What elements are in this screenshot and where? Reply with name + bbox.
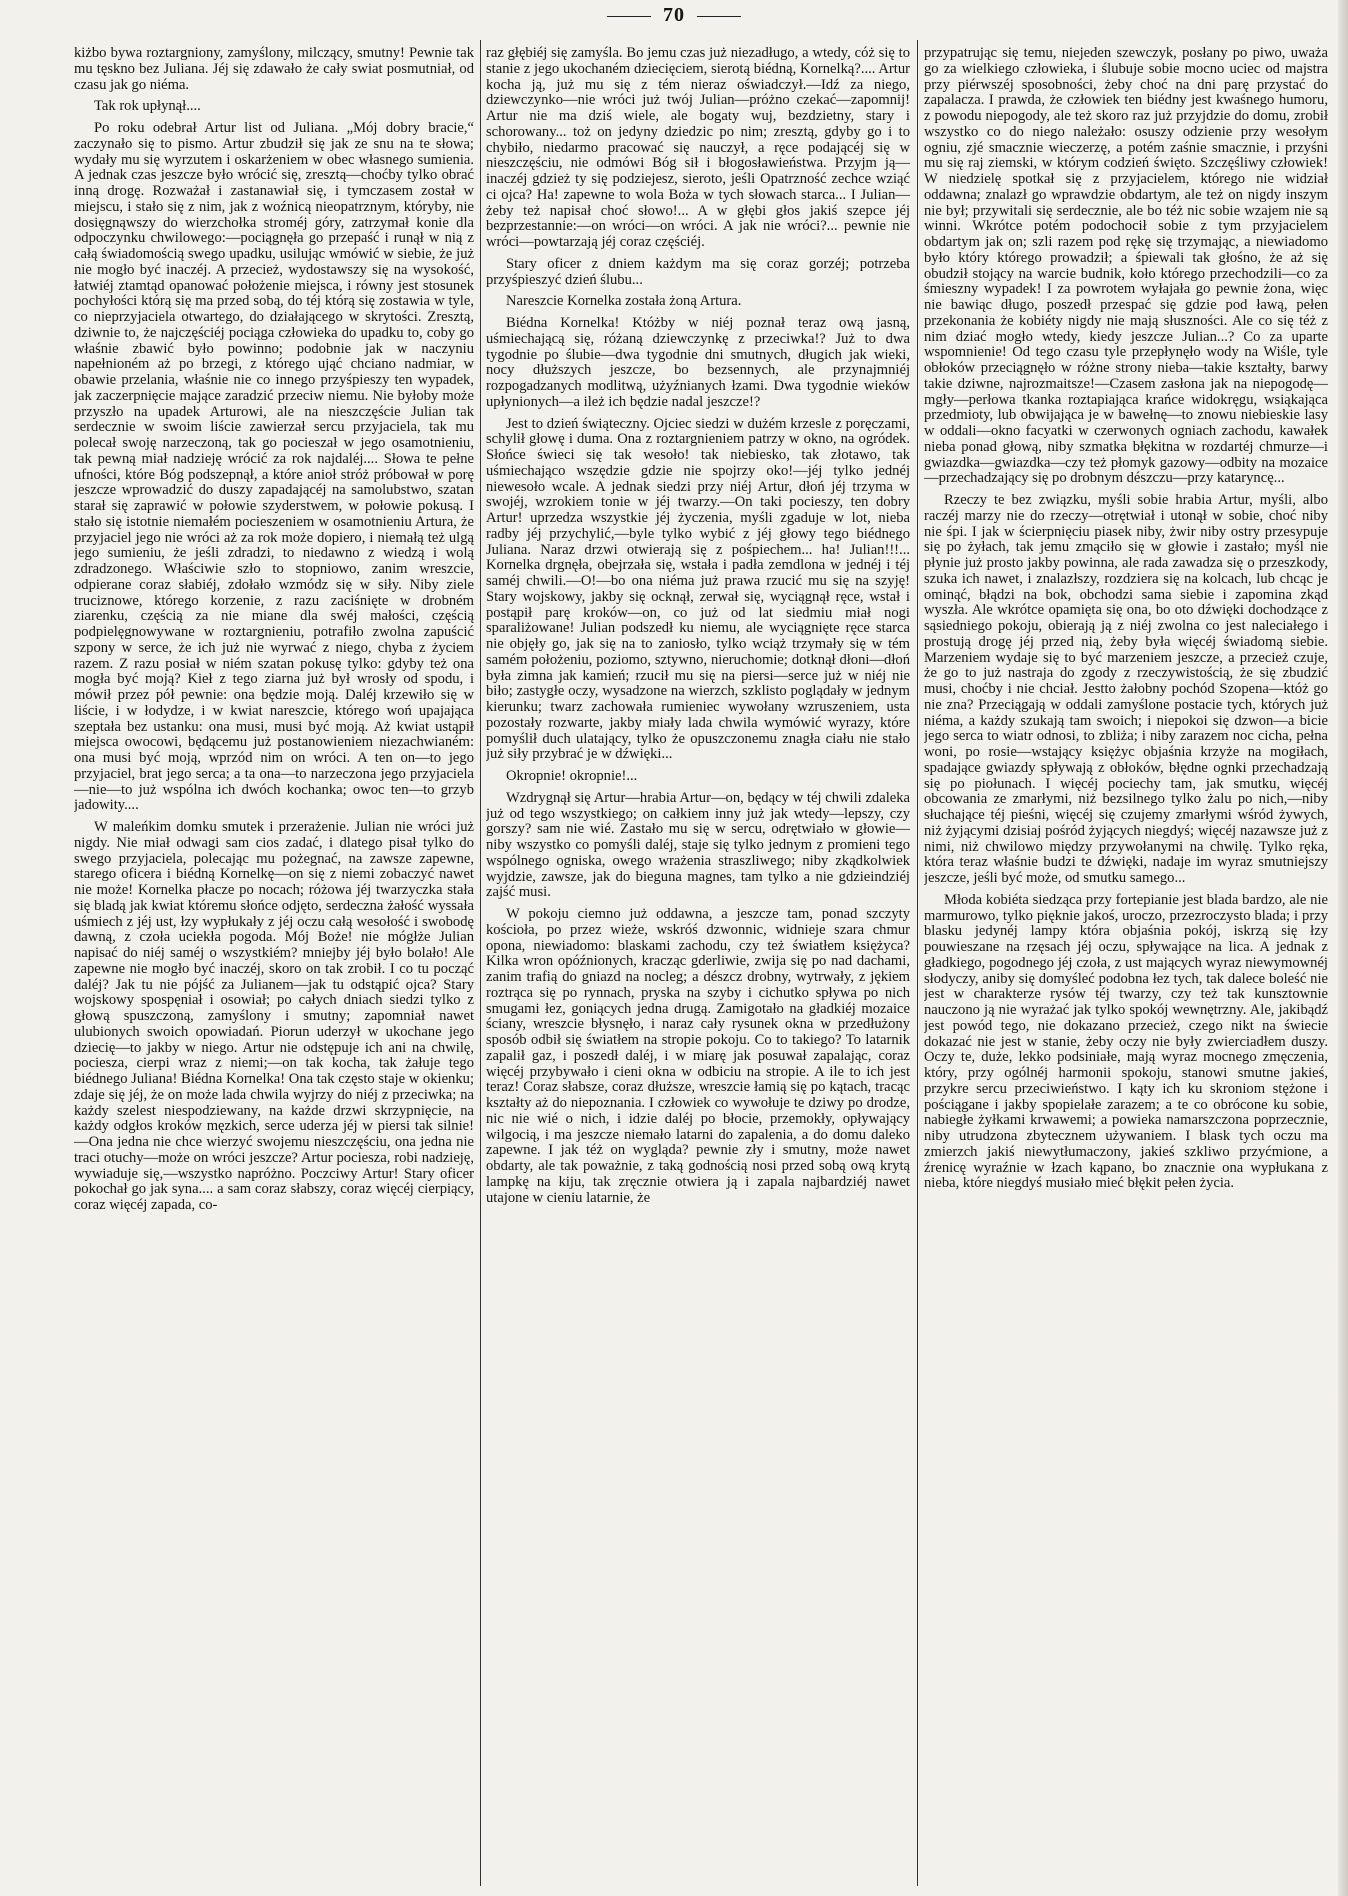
paragraph: kiżbo bywa roztargniony, zamyślony, milczący, smutny! Pewnie tak mu tęskno bez Juliana. Jéj się zdawało że cały swiat posmutniał, od czasu jak go niéma. — [74, 46, 474, 93]
paragraph: Okropnie! okropnie!... — [506, 768, 638, 784]
paragraph: Wzdrygnął się Artur—hrabia Artur—on, będący w téj chwili zdaleka już od tego wszystkiego; on całkiem inny już jak wtedy—lepszy, czy gorszy? sam nie wié. Zastało mu się w sercu, odrętwiało w głowie—niby wszystko co pomyśli daléj, staje się tylko jednym z promieni tego wspólnego ogniska, owego wrażenia straszliwego; niby zkądkolwiek wyjdzie, zawsze, jak do bieguna magnes, tam tylko a nie gdzieindziéj zajść musi. — [486, 789, 910, 901]
page-number-dash-left — [607, 16, 651, 17]
page-edge — [1338, 0, 1348, 1896]
page-number-dash-right — [697, 16, 741, 17]
paragraph: Stary oficer z dniem każdym ma się coraz gorzéj; potrzeba przyśpieszyć dzień ślubu... — [486, 255, 910, 288]
paragraph: W maleńkim domku smutek i przerażenie. Julian nie wróci już nigdy. Nie miał odwagi sam cios zadać, i dlatego pisał tylko do swego przyjaciela, polecając mu pożegnać, na zawsze zapewne, starego oficera i biédną Kornelkę—on się z niemi zobaczyć nawet nie może! Kornelka płacze po nocach; różowa jéj twarzyczka stała się bladą jak kwiat któremu słońce odjęto, serdeczna żałość wyssała uśmiech z jéj ust, łzy wypłukały z jéj oczu całą wesołość i swobodę dawną, z czoła uciekła pogoda. Mój Boże! nie mógłże Julian napisać do niéj saméj o wszystkiém? mniejby jéj było bolało! Ale zapewne nie mogło być inaczéj, skoro on tak zrobił. I co tu począć daléj? Jak tu nie pójść za Julianem—jak tu odstąpić ojca? Stary wojskowy spospęniał i osowiał; po całych dniach siedzi tylko z głową spuszczoną, zamyślony i smutny; zapomniał nawet ulubionych swoich opowiadań. Piorun uderzył w ukochane jego dziecię—to jakby w niego. Artur nie odstępuje ich ani na chwilę, pociesza, cierpi wraz z niemi;—on tak kocha, tak żałuje tego biédnego Juliana! Biédna Kornelka! Ona tak często staje w okienku; zdaje się jéj, że on może lada chwila wyjrzy do niéj z przeciwka; na każdy szelest niespodziewany, na każde drzwi skrzypnięcie, na każdy odgłos kroków męzkich, serce uderza jéj w piersi tak silnie!—Ona jedna nie chce wierzyć swojemu nieszczęściu, ona jedna nie traci otuchy—może on wróci jeszcze? Artur pociesza, robi nadzieję, wywiaduje się,—wszystko napróżno. Poczciwy Artur! Stary oficer pokochał go jak syna.... a sam coraz słabszy, coraz więcéj cierpiący, coraz więcéj zapada, co- — [74, 819, 474, 1213]
page-number — [0, 4, 1348, 27]
paragraph: Biédna Kornelka! Któżby w niéj poznał teraz ową jasną, uśmiechającą się, różaną dziewczynkę z przeciwka!? Już to dwa tygodnie po ślubie—dwa tygodnie dni smutnych, długich jak wieki, nocy dłuższych jeszcze, bo bezsennych, ale przynajmniéj rozpogadzanych modlitwą, użyźnianych łzami. Dwa tygodnie wieków upłynionych—a ileż ich będzie nadal jeszcze!? — [486, 315, 910, 410]
paragraph: przypatrując się temu, niejeden szewczyk, posłany po piwo, uważa go za wielkiego człowieka, i ślubuje sobie mocno uciec od majstra przy piérwszéj sposobności, żeby choć na dni parę przystać do zapalacza. I prawda, że człowiek ten biédny jest kwaśnego humoru, z powodu niepogody, ale też skoro raz już przyjdzie do domu, zrobił wszystko co do niego należało: osuszy odzienie przy wesołym ogniu, zjé smacznie wieczerzę, a potém zaśnie smacznie, i przyśni mu się raj ziemski, w którym codzień święto. Szczęśliwy człowiek! W niedzielę spotkał się z przyjacielem, którego nie widział oddawna; znalazł go wprawdzie obdartym, ale też on nigdy inszym nie był; przywitali się serdecznie, ale bo téż nic sobie wzajem nie są winni. Wkrótce potém podochocił sobie z tym przyjacielem obdartym jak on; szli razem pod rękę się trzymając, a niewiadomo było który którego prowadził; a śpiewali tak głośno, że aż się obudził stojący na warcie budnik, koło którego przechodzili—co za śmieszny wypadek! I za powrotem wyłajała go pewnie żona, więc nie bawiąc długo, poszedł przespać się gdzie pod ławą, pełen przekonania że kobiéty nigdy nie mają słuszności. Ale co się téż z nim dziać mogło wtedy, kiedy jeszcze Julian...? Co za uparte wspomnienie! Od tego czasu tyle przepłynęło wody na Wiśle, tyle obłoków przeciągnęło w różne strony nieba—takie kształty, barwy takie dziwne, najrozmaitsze!—Czasem zasłona jak na niepogodę—mgły—perłowa tkanka roztapiająca krańce widokręgu, wsiąkająca przedmioty, lub obwijająca je w bawełnę—to znowu niebieskie lasy w oddali—okno facyatki w czerwonych ogniach zachodu, kawałek nieba ponad głową, niby szmatka błękitna w rozdartéj chmurze—i gwiazdka—gwiazdka—czy też płomyk gazowy—odbity na mozaice—przechadzający się po drobnym dészczu—przy kataryncę... — [924, 46, 1328, 487]
paragraph: Młoda kobiéta siedząca przy fortepianie jest blada bardzo, ale nie marmurowo, tylko pięknie jakoś, uroczo, przezroczysto blada; i przy blasku jedynéj lampy która objaśnia pokój, iskrzą się łzy pouwieszane na rzęsach jéj oczu, spływające na lica. A jednak z gładkiego, pogodnego jéj czoła, z ust mających wyraz niewymownéj słodyczy, aniby się domyśleć podobna łez tych, tak dalece boleść nie jest w charakterze rysów téj twarzy, czy też tak kunsztownie nauczono ją nie wyrażać jak tylko spokój wewnętrzny. Ale, jakibądź jest powód tego, nie dokazano przecież, czego nikt na świecie dokazać nie jest w stanie, żeby oczy nie były zwierciadłem duszy. Oczy te, duże, lekko podsiniałe, mają wyraz mocnego zmęczenia, który, przy ogólnéj harmonii spokoju, stanowi smutne jakieś, przykre sercu przeciwieństwo. I kąty ich ku skroniom stężone i pościągane i jakby spopielałe zarazem; a te co obrócone ku sobie, nabiegłe żyłkami krwawemi; a powieka namarszczona poprzecznie, niby utrudzona zbytecznem używaniem. I blask tych oczu ma zmierzch jakiś niewytłumaczony, jakieś szkliwo przyćmione, a źrenicę wyraźnie w łzach kąpano, bo znacznie ona wypłukana z nieba, które niegdyś musiało mieć błękit pełen życia. — [924, 891, 1328, 1192]
paragraph: Nareszcie Kornelka została żoną Artura. — [506, 293, 742, 310]
paragraph: Tak rok upłynął.... — [94, 98, 201, 115]
text-column-2 — [486, 46, 910, 1882]
text-column-1 — [74, 46, 474, 1882]
paragraph: Rzeczy te bez związku, myśli sobie hrabia Artur, myśli, albo raczéj marzy nie do rzeczy—otrętwiał i utonął w sobie, choć niby nie śpi. I jak w ścierpnięciu piasek niby, żwir niby ostry przesypuje się po żyłach, tak jemu zmąciło się w głowie i zastało; myśl nie płynie już prosto jakby powinna, ale rada zawadza się o przeszkody, szuka ich nawet, i znalazłszy, rozdziera się na kolcach, lub chcąc je ominąć, błądzi na bok, obchodzi sama siebie i zapomina zkąd wyszła. Ale wkrótce opamięta się ona, bo oto dźwięki dochodzące z sąsiedniego pokoju, obierają ją z niéj zwolna co jest naleciałego i prostują drogę jéj przed nią, żeby była więcéj świadomą siebie. Marzeniem wydaje się to być marzeniem jeszcze, a przecież czuje, że go to już nastraja do zgody z rzeczywistością, że się zbudzić musi, choćby i nie chciał. Jestto żałobny pochód Szopena—któż go nie zna? Przeciągają w oddali zamyślone postacie tych, których już niéma, a każdy szukają tam swoich; i niepokoi się dzwon—a bicie jego serca to wiatr odnosi, to zbliża; i niby zarazem noc cicha, pełna woni, po rosie—wstający księżyc objaśnia krzyże na mogiłach, spadające gwiazdy spływają z obłoków, błędne ognki przechadzają się po piołunach. I więcéj pociechy tam, jak smutku, więcéj obcowania ze zmarłymi, niż bezsilnego tylko żalu po nich,—niby słuchające téj pieśni, więcéj się czujemy zmarłymi wśród żywych, niż żyjącymi dzisiaj pośród żyjących niegdyś; więcéj nazawsze już z nimi, niż chwilowo między przywołanymi na chwilę. Tylko ręka, która teraz właśnie budzi te dźwięki, nadaje im wyraz smutniejszy jeszcze, jeśli być może, od smutku samego... — [924, 492, 1328, 886]
column-divider — [917, 40, 918, 1886]
text-column-3 — [924, 46, 1328, 1882]
column-divider — [480, 40, 481, 1886]
paragraph: Po roku odebrał Artur list od Juliana. „Mój dobry bracie,“ zaczynało się to pismo. Artur zbudził się jak ze snu na te słowa; wydały mu się wyrzutem i oskarżeniem w obec własnego sumienia. A jednak czas jeszcze było wrócić się, zresztą—choćby tylko obrać inną drogę. Rozważał i zastanawiał się, i tymczasem został w miejscu, i stało się z nim, jak z woźnicą nieopatrznym, któryby, nie dosięgnąwszy do wierzchołka stroméj góry, zatrzymał konie dla odpoczynku chwilowego:—pociągnęła go przepaść i runął w nią z całą świadomością swego upadku, usilując wmówić w siebie, że już nie mogło być inaczéj. A przecież, wydostawszy się na wysokość, łatwiéj ztamtąd opanować położenie miejsca, i równy jest stosunek pochyłości którą się ma przed sobą, do téj którą się zostawia w tyle, co nieprzyjaciela otwartego, do działającego w skrytości. Zresztą, dziwnie to, że najczęściéj pociąga człowieka do upadku to, coby go właśnie zbawić było powinno; podobnie jak w naczyniu napełnioném aż po brzegi, z którego ująć chciano nadmiar, w obawie przelania, właśnie nie co innego przyśpieszy ten wypadek, jak zaczerpnięcie mające zaradzić przeciw niemu. Nie byłoby może przyszło na upadek Arturowi, ale na nieszczęście Julian tak serdecznie w swoim liście zawierzał sercu przyjaciela, tak mu polecał swoję narzeczoną, tak go pocieszał w jego osamotnieniu, tak pewną miał nadzieję wrócić za rok najdaléj.... Słowa te pełne ufności, które Bóg podszepnął, a które anioł stróż próbował w porę jeszcze wprowadzić do duszy zapadającéj na samolubstwo, szatan starał się zaprawić w połowie szyderstwem, w połowie pokusą. I stało się istotnie niemałém pocieszeniem w osamotnieniu Artura, że przyjaciel jego nie wróci aż za rok może dopiero, i niemałą też ulgą jego sumieniu, że jeśli zdradzi, to niedawno z wiedzą i wolą zdradzonego. Właściwie szło to stopniowo, zanim wreszcie, odpierane coraz słabiéj, zdołało wzmódz się w siły. Niby ziele truciznowe, którego korzenie, z razu zaciśnięte w drobném ziarenku, częścią za nie miane dla swéj małości, częścią podpielęgnowywane w roztargnieniu, potrafiło zwolna zapuścić szpony w serce, że ich już nie wyrwać z niego, chyba z życiem razem. Z razu posiał w niém szatan pokusę tylko: gdyby też ona mogła być moją? Kieł z tego ziarna już był wrosły od spodu, i mówił przez pół pewnie: ona będzie moją. Daléj krzewiło się w liście, i w łodydze, i w kwiat nareszcie, którego woń upajająca szeptała bez ustanku: ona musi, musi być moją. Aż kwiat ustąpił miejsca owocowi, będącemu już postanowieniem niezachwianém: ona musi być moją, wprzód nim on wróci. A ten on—to jego przyjaciel, brat jego serca; a ta ona—to narzeczona jego przyjaciela—nie—to już wspólna ich dwóch kochanka; owoc ten—to grzyb jadowity.... — [74, 120, 474, 814]
paragraph: W pokoju ciemno już oddawna, a jeszcze tam, ponad szczyty kościoła, po przez wieże, wskróś dzwonnic, widnieje szara chmur opona, niewiadomo: blaskami zachodu, czy też światłem księżyca? Kilka wron opóźnionych, kracząc gderliwie, zwija się po nad dachami, zanim trafią do gniazd na nocleg; a dészcz drobny, wytrwały, z jękiem roztrąca się po rynnach, pryska na szyby i cichutko spływa po nich smugami łez, goniących jedna drugą. Zamigotało na gładkiéj mozaice ściany, wreszcie błysnęło, i naraz cały rysunek okna w przedłużony sposób odbił się światłem na stropie pokoju. Co to takiego? To latarnik zapalił gaz, i poszedł daléj, i w miarę jak posuwał zapalając, coraz więcéj przybywało i cieni okna w odbiciu na stropie. A ile to ich jest teraz! Coraz słabsze, coraz dłuższe, wreszcie łamią się po kątach, tracąc kształty aż do niepoznania. I człowiek co wywołuje te dziwy po drodze, nic nie wié o nich, i idzie daléj po błocie, przemokły, opływający wilgocią, i ma jeszcze niemało latarni do zapalenia, a do domu daleko zapewne. I jak téż on wygląda? pewnie zły i smutny, może nawet obdarty, ale tak poważnie, z taką godnością nosi przed sobą ową krytą lampkę na kiju, tak zręcznie otwiera ją i zapala najbardziéj nawet utajone w cieniu latarnie, że — [486, 906, 910, 1206]
paragraph: raz głębiéj się zamyśla. Bo jemu czas już niezadługo, a wtedy, cóż się to stanie z jego ukochaném dziecięciem, sierotą biédną, Kornelką?.... Artur kocha ją, już mu się z tém nieraz oświadczył.—Idź za niego, dziewczynko—nie wróci już twój Julian—próżno czekać—zapomnij! Artur nie ma dziś wiele, ale bogaty wuj, bezdzietny, stary i schorowany... toż on jedyny dziedzic po nim; zresztą, gdyby go i to chybiło, niedarmo pracować się nauczył, a ręce podającéj się w nieszczęściu, nie odmówi Bóg sił i błogosławieństwa. Przyjm ją—inaczéj gdzież ty się podziejesz, sieroto, jeśli Opatrzność zechce wziąć ci ojca? Ha! zapewne to wola Boża w tych słowach starca... I Julian—żeby też napisał choć słowo!... A w głębi głos jakiś szepce jéj bezprzestannie:—on wróci—on wróci. A jak nie wróci?... pewnie nie wróci—powtarzają jéj coraz częściéj. — [486, 46, 910, 250]
paragraph: Jest to dzień świąteczny. Ojciec siedzi w dużém krzesle z poręczami, schylił głowę i duma. Ona z roztargnieniem patrzy w okno, na ogródek. Słońce świeci się tak wesoło! tak niebiesko, tak złotawo, tak uśmiechająco wszędzie gdzie nie spojrzy oko!—jéj tylko jednéj niewesoło wcale. A jednak siedzi przy niéj Artur, dłoń jéj trzyma w swojéj, wzrokiem tonie w jéj twarzy.—On taki pocieszy, ten dobry Artur! uprzedza wszystkie jéj życzenia, myśli zgaduje w lot, nieba radby jéj przychylić,—byle tylko wybić z jéj głowy tego biédnego Juliana. Naraz drzwi otwierają się z pośpiechem... ha! Julian!!!... Kornelka drgnęła, obejrzała się, wstała i padła zemdlona w jednéj i téj saméj chwili.—O!—bo ona niéma już prawa rzucić mu się na szyję! Stary wojskowy, jakby się ocknął, zerwał się, wyciągnął ręce, wstał i postąpił parę kroków—on, co już od lat siedmiu miał nogi sparaliżowane! Julian podszedł ku niemu, ale wyciągnięte ręce starca nie objęły go, jak się na to zaniosło, tylko wciąż trzymały się w tém samém położeniu, poziomo, sztywno, nieruchomie; dotknął dłoni—dłoń była zimna jak kamień; rzucił mu się na piersi—serce już w niéj nie biło; zastygłe oczy, wysadzone na wierzch, szklisto poglądały w jednym kierunku; twarz zachowała rumieniec wywołany wzruszeniem, usta pozostały rozwarte, jakby miały lada chwila wymówić wyrazy, które pomyślił duch ulatający, tylko że opuszczonemu znagła ciału nie stało już siły przybrać je w dźwięki... — [486, 415, 910, 763]
page-number-text: 70 — [663, 4, 685, 26]
